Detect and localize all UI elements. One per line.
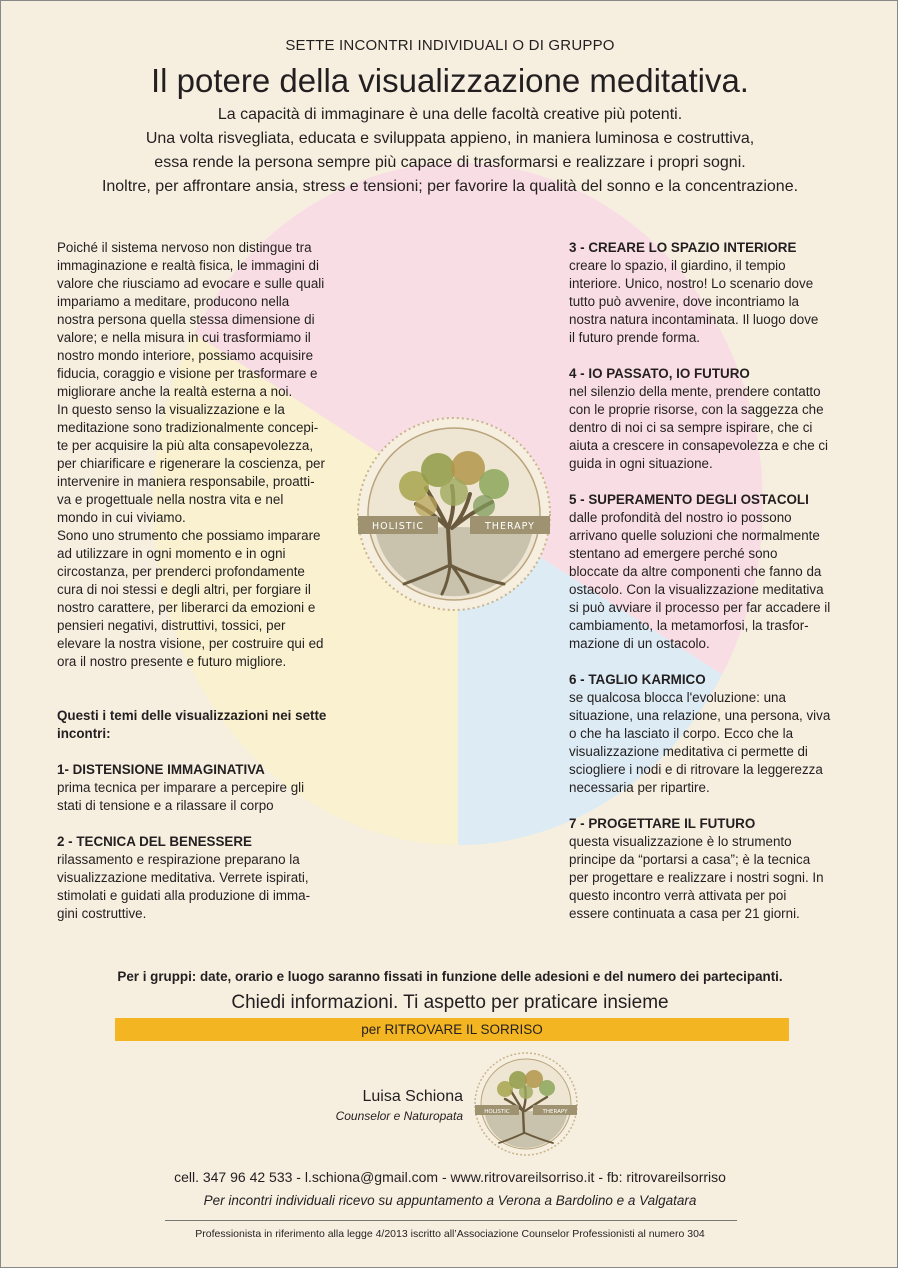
call-to-action: Chiedi informazioni. Ti aspetto per praticare insieme: [231, 992, 669, 1013]
text-line: sciogliere i nodi e di ritrovare la leggerezza: [569, 762, 823, 777]
text-line: dalle profondità del nostro io possono: [569, 510, 792, 525]
holistic-therapy-logo: [356, 416, 552, 612]
left-column: [57, 239, 345, 941]
text-line: incontri:: [57, 726, 111, 741]
text-line: per progettare e realizzare i nostri sogni. In: [569, 870, 824, 885]
text-line: migliorare anche la realtà esterna a noi.: [57, 384, 293, 399]
text-line: principe da “portarsi a casa”; è la tecnica: [569, 852, 811, 867]
text-line: interiore. Unico, nostro! Lo scenario dove: [569, 276, 814, 291]
text-line: va e progettuale nella nostra vita e nel: [57, 492, 284, 507]
text-line: bloccate da altre componenti che fanno da: [569, 564, 822, 579]
text-line: il futuro prende forma.: [569, 330, 700, 345]
text-line: nostro mondo interiore, possiamo acquisire: [57, 348, 314, 363]
topic-1: [57, 761, 345, 815]
text-line: gini costruttive.: [57, 906, 147, 921]
text-line: o che ha lasciato il corpo. Ecco che la: [569, 726, 794, 741]
text-line: In questo senso la visualizzazione e la: [57, 402, 285, 417]
small-logo-label-holistic: HOLISTIC: [484, 1109, 510, 1115]
text-line: intervenire in maniera responsabile, proatti-: [57, 474, 315, 489]
text-line: valore; e nella misura in cui trasformiamo il: [57, 330, 311, 345]
topic-5: [569, 491, 851, 653]
divider: [165, 1220, 737, 1221]
text-line: necessaria per ripartire.: [569, 780, 710, 795]
topic-2: [57, 833, 345, 923]
text-line: guida in ogni situazione.: [569, 456, 713, 471]
text-line: stentano ad emergere perché sono: [569, 546, 778, 561]
logo-label-holistic: HOLISTIC: [372, 521, 424, 532]
text-line: circostanza, per prenderci profondamente: [57, 564, 305, 579]
text-line: valore che riusciamo ad evocare e sulle quali: [57, 276, 325, 291]
signature: [301, 1087, 463, 1125]
header-kicker: SETTE INCONTRI INDIVIDUALI O DI GRUPPO: [285, 37, 615, 54]
text-line: mazione di un ostacolo.: [569, 636, 710, 651]
topic-title: 2 - TECNICA DEL BENESSERE: [57, 834, 252, 849]
intro-line: Inoltre, per affrontare ansia, stress e tensioni; per favorire la qualità del sonno e la concentrazione.: [101, 178, 799, 195]
right-column: [569, 239, 851, 941]
topic-title: 6 - TAGLIO KARMICO: [569, 672, 706, 687]
text-line: visualizzazione meditativa ci permette di: [569, 744, 808, 759]
text-line: stati di tensione e a rilassare il corpo: [57, 798, 274, 813]
topic-4: [569, 365, 851, 473]
topic-title: 3 - CREARE LO SPAZIO INTERIORE: [569, 240, 797, 255]
text-line: tutto può avvenire, dove incontriamo la: [569, 294, 800, 309]
text-line: fiducia, coraggio e visione per trasformare e: [57, 366, 318, 381]
text-line: impariamo a meditare, producono nella: [57, 294, 290, 309]
text-line: Sono uno strumento che possiamo imparare: [57, 528, 321, 543]
groups-note: Per i gruppi: date, orario e luogo saranno fissati in funzione delle adesioni e del numero dei partecipanti.: [117, 969, 783, 984]
text-line: se qualcosa blocca l'evoluzione: una: [569, 690, 786, 705]
text-line: nostra natura incontaminata. Il luogo dove: [569, 312, 819, 327]
text-line: questo incontro verrà attivata per poi: [569, 888, 787, 903]
text-line: pensieri negativi, distruttivi, tossici, per: [57, 618, 286, 633]
intro-line: La capacità di immaginare è una delle facoltà creative più potenti.: [217, 106, 683, 123]
page-title: Il potere della visualizzazione meditativa.: [151, 62, 749, 99]
text-line: stimolati e guidati alla produzione di imma-: [57, 888, 311, 903]
text-line: questa visualizzazione è lo strumento: [569, 834, 792, 849]
themes-heading: [57, 707, 345, 743]
text-line: te per acquisire la più alta consapevolezza,: [57, 438, 314, 453]
legal-note: Professionista in riferimento alla legge 4/2013 iscritto all’Associazione Counselor Professionisti al numero 304: [195, 1228, 705, 1240]
text-line: ora il nostro presente e futuro migliore.: [57, 654, 287, 669]
text-line: nel silenzio della mente, prendere contatto: [569, 384, 821, 399]
signature-name: Luisa Schiona: [362, 1088, 463, 1105]
text-line: mondo in cui viviamo.: [57, 510, 186, 525]
availability-note: Per incontri individuali ricevo su appuntamento a Verona a Bardolino e a Valgatara: [203, 1193, 697, 1208]
text-line: cura di noi stessi e degli altri, per forgiare il: [57, 582, 311, 597]
topic-7: [569, 815, 851, 923]
text-line: creare lo spazio, il giardino, il tempio: [569, 258, 786, 273]
text-line: ad utilizzare in ogni momento e in ogni: [57, 546, 286, 561]
text-line: arrivano quelle soluzioni che normalmente: [569, 528, 820, 543]
text-line: rilassamento e respirazione preparano la: [57, 852, 300, 867]
text-line: dentro di noi ci sa sempre ispirare, che ci: [569, 420, 813, 435]
text-line: cambiamento, la metamorfosi, la trasfor-: [569, 618, 809, 633]
text-line: ostacolo. Con la visualizzazione meditativa: [569, 582, 824, 597]
intro-paragraph: [1, 103, 898, 199]
text-line: prima tecnica per imparare a percepire gli: [57, 780, 305, 795]
text-line: nostra persona quella stessa dimensione di: [57, 312, 315, 327]
topic-title: 5 - SUPERAMENTO DEGLI OSTACOLI: [569, 492, 809, 507]
signature-role: Counselor e Naturopata: [335, 1109, 463, 1123]
topic-3: [569, 239, 851, 347]
text-line: elevare la nostra visione, per costruire qui ed: [57, 636, 324, 651]
topic-title: 7 - PROGETTARE IL FUTURO: [569, 816, 756, 831]
text-line: visualizzazione meditativa. Verrete ispirati,: [57, 870, 309, 885]
text-line: meditazione sono tradizionalmente concepi-: [57, 420, 319, 435]
text-line: immaginazione e realtà fisica, le immagini di: [57, 258, 319, 273]
intro-line: essa rende la persona sempre più capace di trasformarsi e realizzare i propri sogni.: [154, 154, 746, 171]
slogan-banner: [115, 1018, 789, 1041]
text-line: con le proprie risorse, con la saggezza che: [569, 402, 824, 417]
topic-title: 4 - IO PASSATO, IO FUTURO: [569, 366, 750, 381]
slogan-banner-text: per RITROVARE IL SORRISO: [361, 1022, 543, 1037]
text-line: Questi i temi delle visualizzazioni nei sette: [57, 708, 327, 723]
text-line: nostro carattere, per liberarci da emozioni e: [57, 600, 316, 615]
text-line: essere continuata a casa per 21 giorni.: [569, 906, 800, 921]
topic-6: [569, 671, 851, 797]
text-line: si può avviare il processo per far accadere il: [569, 600, 831, 615]
text-line: situazione, una relazione, una persona, viva: [569, 708, 831, 723]
small-logo-label-therapy: THERAPY: [542, 1109, 568, 1115]
intro-line: Una volta risvegliata, educata e sviluppata appieno, in maniera luminosa e costruttiva,: [145, 130, 755, 147]
body-paragraph: [57, 239, 345, 671]
logo-label-therapy: THERAPY: [485, 521, 535, 532]
text-line: per chiarificare e rigenerare la coscienza, per: [57, 456, 325, 471]
text-line: Poiché il sistema nervoso non distingue tra: [57, 240, 312, 255]
text-line: aiuta a crescere in consapevolezza e che ci: [569, 438, 829, 453]
topic-title: 1- DISTENSIONE IMMAGINATIVA: [57, 762, 265, 777]
small-logo: [473, 1051, 579, 1157]
contact-line: cell. 347 96 42 533 - l.schiona@gmail.com - www.ritrovareilsorriso.it - fb: ritrovareilsorriso: [174, 1169, 726, 1185]
